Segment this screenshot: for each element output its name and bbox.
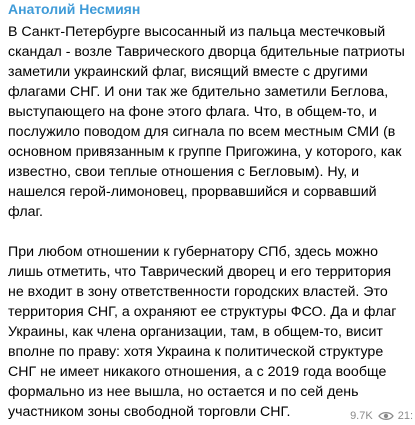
message-meta bbox=[350, 410, 413, 422]
author-name[interactable]: Анатолий Несмиян bbox=[8, 1, 141, 17]
message-paragraph-1: В Санкт-Петербурге высосанный из пальца местечковый скандал - возле Таврического дворца бдительные патриоты заметили украинский флаг, висящий вместе с другими флагами СНГ. И они так же бдительно заметили Беглова, выступающего на фоне этого флага. Что, в общем-то, и послужило поводом для сигнала по всем местным СМИ (в основном привязанным к группе Пригожина, у которого, как известно, свои теплые отношения с Бегловым). Ну, и нашелся герой-лимоновец, прорвавшийся и сорвавший флаг. bbox=[8, 24, 405, 220]
message-text bbox=[8, 22, 409, 422]
eye-icon bbox=[378, 411, 394, 421]
view-count: 9.7K bbox=[350, 410, 373, 422]
message-time: 21: bbox=[397, 410, 413, 422]
message-paragraph-2: При любом отношении к губернатору СПб, здесь можно лишь отметить, что Таврический дворец и его территория не входит в зону ответственности городских властей. Это территория СНГ, а охраняют ее структуры ФСО. Да и флаг Украины, как члена организации, там, в общем-то, висит вполне по праву: хотя Украина к политической структуре СНГ не имеет никакого отношения, а с 2019 года вообще формально из нее вышла, но остается и по сей день участником зоны свободной торговли СНГ. bbox=[8, 244, 397, 420]
